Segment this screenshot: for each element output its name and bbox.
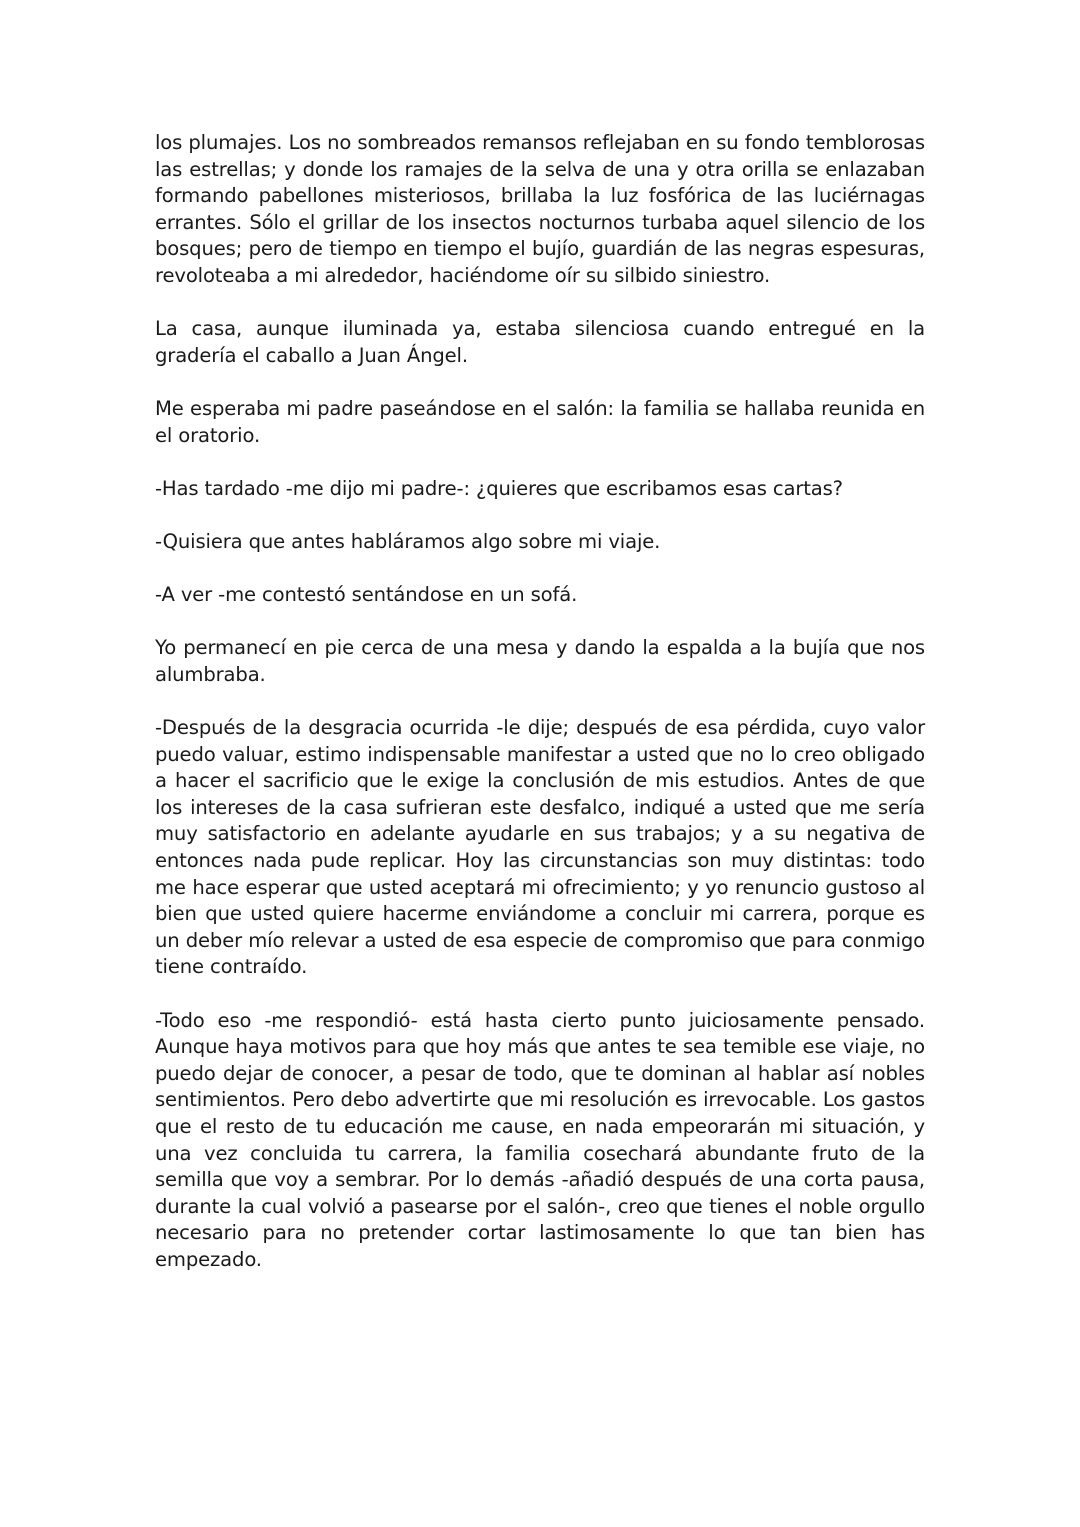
paragraph-house-arrival: La casa, aunque iluminada ya, estaba silenciosa cuando entregué en la gradería el caballo a Juan Ángel. bbox=[155, 317, 925, 367]
paragraph-son-speech: -Después de la desgracia ocurrida -le dije; después de esa pérdida, cuyo valor puedo valuar, estimo indispensable manifestar a usted que no lo creo obligado a hacer el sacrificio que le exige la conclusión de mis estudios. Antes de que los intereses de la casa sufrieran este desfalco, indiqué a usted que me sería muy satisfactorio en adelante ayudarle en sus trabajos; y a su negativa de entonces nada pude replicar. Hoy las circunstancias son muy distintas: todo me hace esperar que usted aceptará mi ofrecimiento; y yo renuncio gustoso al bien que usted quiere hacerme enviándome a concluir mi carrera, porque es un deber mío relevar a usted de esa especie de compromiso que para conmigo tiene contraído. bbox=[155, 716, 925, 979]
paragraph-standing-by-table: Yo permanecí en pie cerca de una mesa y dando la espalda a la bujía que nos alumbraba. bbox=[155, 636, 925, 686]
paragraph-father-reply: -Todo eso -me respondió- está hasta cierto punto juiciosamente pensado. Aunque haya motivos para que hoy más que antes te sea temible ese viaje, no puedo dejar de conocer, a pesar de todo, que te dominan al hablar así nobles sentimientos. Pero debo advertirte que mi resolución es irrevocable. Los gastos que el resto de tu educación me cause, en nada empeorarán mi situación, y una vez concluida tu carrera, la familia cosechará abundante fruto de la semilla que voy a sembrar. Por lo demás -añadió después de una corta pausa, durante la cual volvió a pasearse por el salón-, creo que tienes el noble orgullo necesario para no pretender cortar lastimosamente lo que tan bien has empezado. bbox=[155, 1008, 925, 1271]
paragraph-dialogue-sofa: -A ver -me contestó sentándose en un sofá. bbox=[155, 583, 578, 607]
document-page bbox=[155, 130, 925, 1274]
paragraph-night-forest: los plumajes. Los no sombreados remansos reflejaban en su fondo temblorosas las estrellas; y donde los ramajes de la selva de una y otra orilla se enlazaban formando pabellones misteriosos, brillaba la luz fosfórica de las luciérnagas errantes. Sólo el grillar de los insectos nocturnos turbaba aquel silencio de los bosques; pero de tiempo en tiempo el bujío, guardián de las negras espesuras, revoloteaba a mi alrededor, haciéndome oír su silbido siniestro. bbox=[155, 131, 925, 287]
paragraph-dialogue-trip: -Quisiera que antes habláramos algo sobre mi viaje. bbox=[155, 529, 661, 553]
paragraph-dialogue-letters: -Has tardado -me dijo mi padre-: ¿quieres que escribamos esas cartas? bbox=[155, 476, 843, 500]
paragraph-father-waiting: Me esperaba mi padre paseándose en el salón: la familia se hallaba reunida en el oratorio. bbox=[155, 396, 925, 447]
